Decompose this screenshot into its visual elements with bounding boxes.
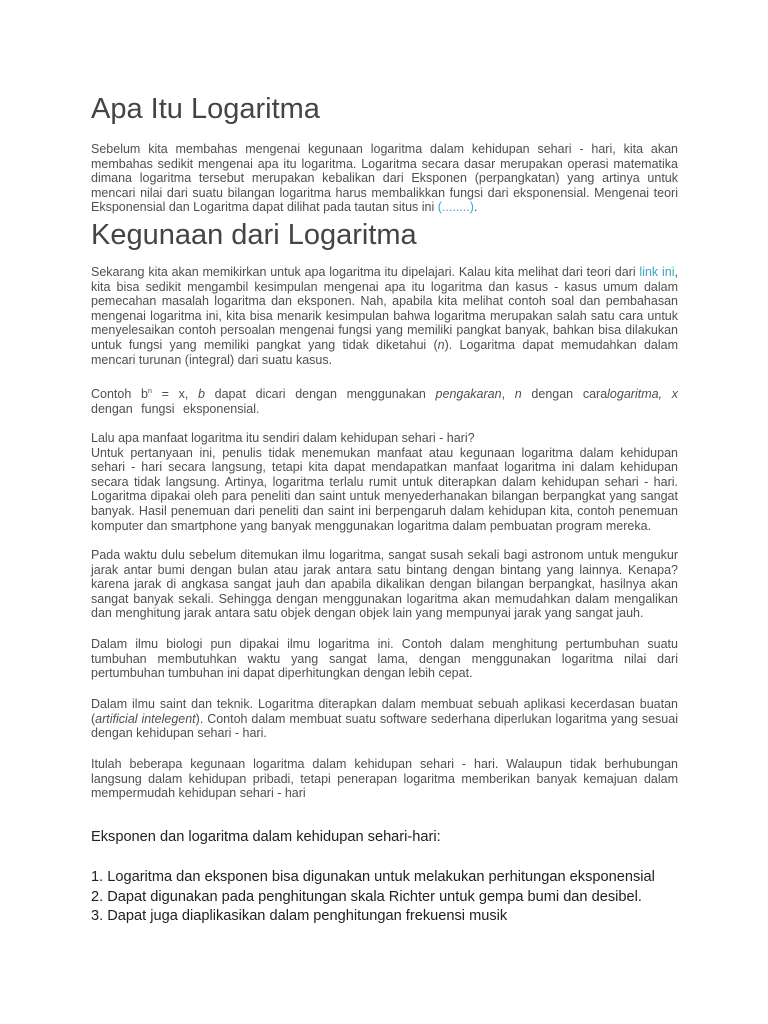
- p5-italic: artificial intelegent: [95, 711, 196, 726]
- list-item: 1. Logaritma dan eksponen bisa digunakan untuk melakukan perhitungan eksponensial: [91, 869, 655, 885]
- manfaat-block: [91, 431, 678, 533]
- list-heading: Eksponen dan logaritma dalam kehidupan sehari-hari:: [91, 829, 441, 845]
- contoh-comma: ,: [501, 387, 515, 401]
- paragraph-kegunaan-1: [91, 265, 678, 367]
- p1-text-b: , kita bisa sedikit mengambil kesimpulan mengenai apa itu logaritma dan kasus - kasus umum dalam pemecahan masalah logaritma dan eksponen. Nah, apabila kita melihat contoh soal dan pembahasan mengenai logaritma ini, kita bisa menarik kesimpulan bahwa logaritma merupakan salah satu cara untuk menyelesaikan contoh persoalan mengenai fungsi yang memiliki pangkat banyak, bahkan bisa dilakukan untuk fungsi yang memiliki pangkat yang tidak diketahui (: [91, 265, 678, 352]
- paragraph-contoh: [91, 385, 678, 416]
- question-line: Lalu apa manfaat logaritma itu sendiri dalam kehidupan sehari - hari?: [91, 431, 475, 445]
- paragraph-saint-teknik: [91, 697, 678, 741]
- list-item: 2. Dapat digunakan pada penghitungan skala Richter untuk gempa bumi dan desibel.: [91, 888, 642, 905]
- section-title-kegunaan: Kegunaan dari Logaritma: [91, 219, 417, 251]
- contoh-b: b: [198, 387, 205, 401]
- contoh-mid1: dapat dicari dengan menggunakan: [204, 387, 436, 401]
- contoh-n: n: [514, 387, 522, 401]
- p1-text-c: ). Logaritma dapat memudahkan dalam mencari turunan (integral) dari suatu kasus.: [91, 337, 678, 367]
- p5-text-b: ). Contoh dalam membuat suatu software sederhana diperlukan logaritma yang sesuai dengan kehidupan sehari - hari.: [91, 711, 678, 741]
- contoh-eq: = x,: [151, 387, 198, 401]
- p5-text-a: Dalam ilmu saint dan teknik. Logaritma diterapkan dalam membuat sebuah aplikasi kecerdasan buatan (: [91, 697, 678, 726]
- p1-n: n: [437, 337, 445, 352]
- contoh-sup: n: [147, 388, 152, 395]
- contoh-mid2: dengan cara: [521, 387, 608, 401]
- usage-list: [91, 868, 678, 927]
- section-title-apa-itu-logaritma: Apa Itu Logaritma: [91, 93, 320, 125]
- paragraph-penutup: Itulah beberapa kegunaan logaritma dalam kehidupan sehari - hari. Walaupun tidak berhubungan langsung dalam kehidupan pribadi, tetapi penerapan logaritma memberikan banyak kemajuan dalam mempermudah kehidupan sehari - hari: [91, 757, 678, 801]
- contoh-pengakaran: pengakaran: [435, 387, 502, 401]
- intro-text: Sebelum kita membahas mengenai kegunaan logaritma dalam kehidupan sehari - hari, kita akan membahas sedikit mengenai apa itu logaritma. Logaritma secara dasar merupakan operasi matematika dimana logaritma tersebut merupakan kebalikan dari Eksponen (perpangkatan) yang artinya untuk mencari nilai dari suatu bilangan logaritma harus membalikkan fungsi dari eksponensial. Mengenai teori Eksponensial dan Logaritma dapat dilihat pada tautan situs ini: [91, 142, 678, 215]
- contoh-end: dengan fungsi eksponensial.: [91, 401, 260, 416]
- paragraph-manfaat: Untuk pertanyaan ini, penulis tidak menemukan manfaat atau kegunaan logaritma dalam kehidupan sehari - hari secara langsung, tetapi kita dapat mendapatkan manfaat logaritma ini dalam kehidupan secara tidak langsung. Artinya, logaritma terlalu rumit untuk diterapkan dalam kehidupan sehari - hari. Logaritma dipakai oleh para peneliti dan saint untuk menyederhanakan bilangan berpangkat yang sangat banyak. Hasil penemuan dari peneliti dan saint ini berpengaruh dalam kehidupan kita, contoh penemuan komputer dan smartphone yang banyak menggunakan logaritma dalam pembuatan program mereka.: [91, 445, 678, 533]
- paragraph-biologi: Dalam ilmu biologi pun dipakai ilmu logaritma ini. Contoh dalam menghitung pertumbuhan suatu tumbuhan membutuhkan waktu yang sangat lama, dengan menggunakan logaritma nilai dari pertumbuhan tumbuhan ini dapat diperhitungkan dengan lebih cepat.: [91, 637, 678, 681]
- intro-paragraph: [91, 142, 678, 215]
- paragraph-astronom: Pada waktu dulu sebelum ditemukan ilmu logaritma, sangat susah sekali bagi astronom untuk mengukur jarak antar bumi dengan bulan atau jarak antara satu bintang dengan bintang yang lainnya. Kenapa? karena jarak di angkasa sangat jauh dan apabila dikalikan dengan bilangan berpangkat, hasilnya akan sangat banyak sekali. Sehingga dengan menggunakan logaritma akan memudahkan dalam mengalikan dan menghitung jarak antara satu objek dengan objek lain yang mempunyai jarak yang sangat jauh.: [91, 548, 678, 621]
- list-item: 3. Dapat juga diaplikasikan dalam penghitungan frekuensi musik: [91, 908, 508, 924]
- situs-link[interactable]: (........): [437, 200, 474, 215]
- contoh-lead: Contoh b: [91, 387, 148, 401]
- intro-end: .: [473, 200, 478, 215]
- p1-text-a: Sekarang kita akan memikirkan untuk apa logaritma itu dipelajari. Kalau kita melihat dari teori dari: [91, 265, 640, 279]
- contoh-logaritma: logaritma, x: [607, 387, 678, 401]
- link-ini[interactable]: link ini: [639, 265, 675, 279]
